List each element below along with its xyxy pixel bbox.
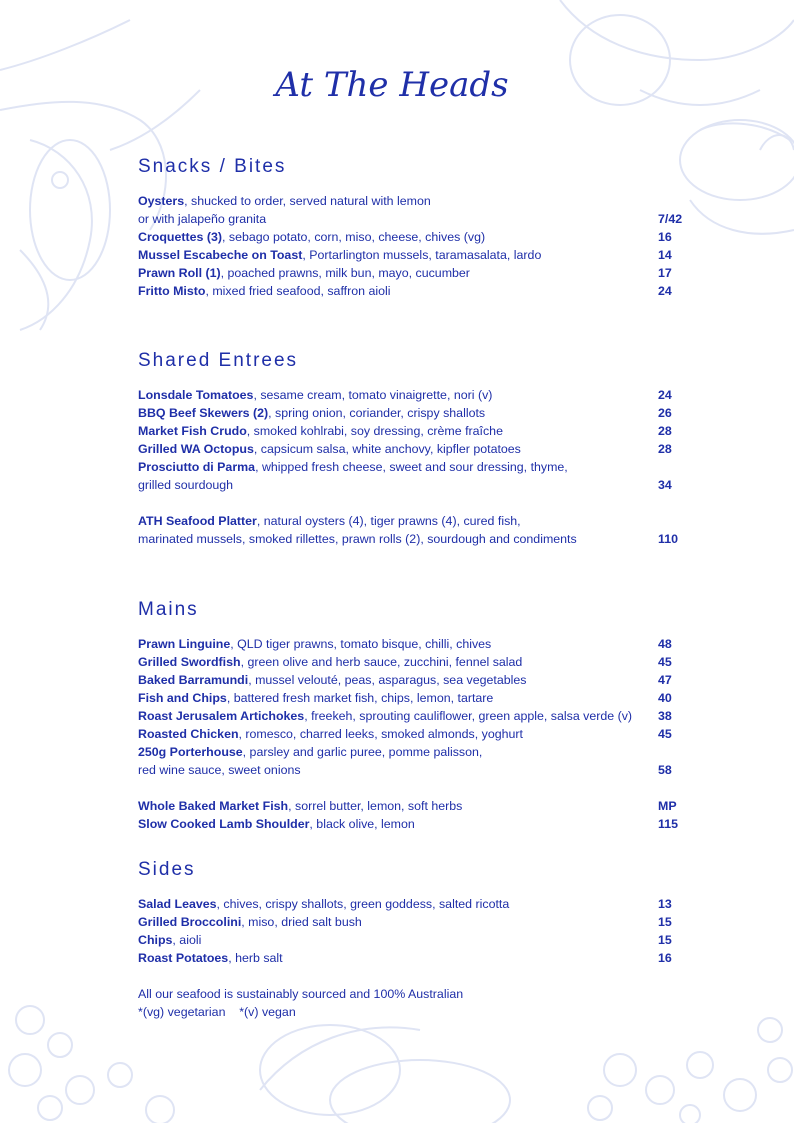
menu-item-list xyxy=(138,895,698,967)
menu-item xyxy=(138,913,698,931)
menu-item-details: , romesco, charred leeks, smoked almonds, yoghurt xyxy=(238,727,523,741)
menu-item-description xyxy=(138,422,643,440)
menu-item-details: , sorrel butter, lemon, soft herbs xyxy=(288,799,463,813)
menu-item-name: Salad Leaves xyxy=(138,897,217,911)
menu-item-details: , sesame cream, tomato vinaigrette, nori (v) xyxy=(253,388,493,402)
menu-item-price: 15 xyxy=(658,933,672,947)
menu-item xyxy=(138,895,698,913)
menu-item-details: , shucked to order, served natural with lemon xyxy=(184,194,431,208)
section-mains xyxy=(138,599,698,833)
menu-item-name: Lonsdale Tomatoes xyxy=(138,388,254,402)
menu-item-description xyxy=(138,931,643,949)
menu-item-description xyxy=(138,404,643,422)
menu-item-price: 24 xyxy=(658,388,672,402)
menu-item-name: Roast Jerusalem Artichokes xyxy=(138,709,305,723)
menu-item-name: ATH Seafood Platter xyxy=(138,514,257,528)
brand-logo xyxy=(275,46,509,118)
menu-item-name: Market Fish Crudo xyxy=(138,424,247,438)
menu-item-details: , capsicum salsa, white anchovy, kipfler potatoes xyxy=(253,442,521,456)
menu-item-details: , spring onion, coriander, crispy shallots xyxy=(268,406,486,420)
menu-item-name: Slow Cooked Lamb Shoulder xyxy=(138,817,310,831)
section-snacks xyxy=(138,156,698,300)
menu-item xyxy=(138,797,698,815)
menu-item-description xyxy=(138,671,643,689)
menu-item-description xyxy=(138,895,643,913)
menu-item-list xyxy=(138,635,698,833)
menu-item-description xyxy=(138,949,643,967)
menu-item-price: 7/42 xyxy=(658,212,683,226)
section-shared-entrees xyxy=(138,350,698,548)
menu-item-details-continued: grilled sourdough xyxy=(138,478,234,492)
menu-item xyxy=(138,689,698,707)
menu-item xyxy=(138,671,698,689)
menu-item-price: 13 xyxy=(658,897,672,911)
menu-item-price: 17 xyxy=(658,266,672,280)
dietary-legend: *(vg) vegetarian *(v) vegan xyxy=(138,1005,296,1019)
menu-item xyxy=(138,440,698,458)
menu-item-name: Prawn Roll (1) xyxy=(138,266,221,280)
menu-item-price: 28 xyxy=(658,424,672,438)
menu-item xyxy=(138,949,698,967)
menu-item-price: 24 xyxy=(658,284,672,298)
menu-item-price: 40 xyxy=(658,691,672,705)
menu-item-description xyxy=(138,689,643,707)
menu-item-description xyxy=(138,653,643,671)
menu-item-details: , poached prawns, milk bun, mayo, cucumber xyxy=(220,266,470,280)
menu-item-name: Prosciutto di Parma xyxy=(138,460,256,474)
menu-item-name: Baked Barramundi xyxy=(138,673,249,687)
section-title: Sides xyxy=(138,859,196,880)
menu-item-details: , miso, dried salt bush xyxy=(241,915,362,929)
menu-item-details: , parsley and garlic puree, pomme palisson, xyxy=(242,745,483,759)
menu-item-description xyxy=(138,707,643,725)
menu-item xyxy=(138,653,698,671)
menu-item-price: MP xyxy=(658,799,677,813)
section-title: Snacks / Bites xyxy=(138,156,287,177)
menu-item-name: Whole Baked Market Fish xyxy=(138,799,289,813)
menu-item-price: 47 xyxy=(658,673,672,687)
menu-item xyxy=(138,512,698,548)
menu-item-details: , battered fresh market fish, chips, lemon, tartare xyxy=(226,691,494,705)
menu-item-name: 250g Porterhouse xyxy=(138,745,243,759)
menu-item-description xyxy=(138,264,643,282)
menu-item-description xyxy=(138,635,643,653)
menu-item xyxy=(138,192,698,228)
menu-item xyxy=(138,815,698,833)
menu-item-description xyxy=(138,797,643,815)
menu-item-price: 48 xyxy=(658,637,672,651)
section-title: Mains xyxy=(138,599,199,620)
menu-item-list xyxy=(138,386,698,548)
section-sides xyxy=(138,859,698,967)
menu-item-details-continued: red wine sauce, sweet onions xyxy=(138,763,301,777)
menu-item-details: , herb salt xyxy=(228,951,283,965)
menu-item-name: Croquettes (3) xyxy=(138,230,222,244)
menu-item-name: Grilled WA Octopus xyxy=(138,442,254,456)
menu-item-price: 26 xyxy=(658,406,672,420)
menu-item xyxy=(138,931,698,949)
brand-logo-script xyxy=(275,46,509,118)
menu-item-details: , aioli xyxy=(172,933,202,947)
menu-item-description xyxy=(138,815,643,833)
menu-item-price: 115 xyxy=(658,817,678,831)
menu-item xyxy=(138,228,698,246)
menu-item-details: , green olive and herb sauce, zucchini, fennel salad xyxy=(240,655,523,669)
menu-item-description xyxy=(138,440,643,458)
menu-item-description xyxy=(138,743,643,779)
menu-item-details-continued: marinated mussels, smoked rillettes, prawn rolls (2), sourdough and condiments xyxy=(138,532,577,546)
menu-item xyxy=(138,282,698,300)
menu-item-name: Oysters xyxy=(138,194,185,208)
menu-item-name: Grilled Broccolini xyxy=(138,915,242,929)
menu-item-name: BBQ Beef Skewers (2) xyxy=(138,406,269,420)
menu-item-price: 14 xyxy=(658,248,672,262)
menu-item xyxy=(138,422,698,440)
menu-item-name: Fish and Chips xyxy=(138,691,227,705)
menu-item-name: Roasted Chicken xyxy=(138,727,239,741)
menu-item-description xyxy=(138,913,643,931)
menu-item-description xyxy=(138,386,643,404)
menu-item-price: 16 xyxy=(658,230,672,244)
menu-item-details: , smoked kohlrabi, soy dressing, crème fraîche xyxy=(246,424,503,438)
menu-item-description xyxy=(138,246,643,264)
menu-item-details: , whipped fresh cheese, sweet and sour dressing, thyme, xyxy=(255,460,568,474)
menu-item-description xyxy=(138,458,643,494)
menu-item-details: , natural oysters (4), tiger prawns (4), cured fish, xyxy=(256,514,521,528)
menu-item-price: 58 xyxy=(658,763,672,777)
menu-item-name: Chips xyxy=(138,933,173,947)
menu-item xyxy=(138,404,698,422)
menu-item xyxy=(138,246,698,264)
menu-item-description xyxy=(138,725,643,743)
menu-item-details: , mixed fried seafood, saffron aioli xyxy=(205,284,391,298)
menu-item-price: 45 xyxy=(658,727,672,741)
menu-item-description xyxy=(138,512,643,548)
menu-item-description xyxy=(138,228,643,246)
menu-item-details: , chives, crispy shallots, green goddess, salted ricotta xyxy=(216,897,510,911)
menu-item-price: 16 xyxy=(658,951,672,965)
section-title: Shared Entrees xyxy=(138,350,299,371)
menu-item xyxy=(138,264,698,282)
menu-item-price: 15 xyxy=(658,915,672,929)
menu-item-name: Mussel Escabeche on Toast xyxy=(138,248,303,262)
menu-item-details: , Portarlington mussels, taramasalata, lardo xyxy=(302,248,542,262)
menu-item-details: , black olive, lemon xyxy=(309,817,415,831)
menu-item-list xyxy=(138,192,698,300)
menu-item-description xyxy=(138,192,643,228)
menu-item xyxy=(138,725,698,743)
menu-item xyxy=(138,743,698,779)
menu-item-price: 38 xyxy=(658,709,672,723)
item-spacer xyxy=(138,494,698,512)
menu-item-price: 110 xyxy=(658,532,678,546)
menu-item xyxy=(138,386,698,404)
menu-item xyxy=(138,707,698,725)
menu-item-description xyxy=(138,282,643,300)
menu-item-name: Fritto Misto xyxy=(138,284,206,298)
menu-item-details: , sebago potato, corn, miso, cheese, chives (vg) xyxy=(222,230,486,244)
menu-item-price: 28 xyxy=(658,442,672,456)
menu-item-price: 34 xyxy=(658,478,672,492)
menu-item-details: , freekeh, sprouting cauliflower, green apple, salsa verde (v) xyxy=(304,709,633,723)
sourcing-note: All our seafood is sustainably sourced and 100% Australian xyxy=(138,987,464,1001)
menu-footnote xyxy=(138,985,463,1021)
menu-item-name: Grilled Swordfish xyxy=(138,655,241,669)
menu-item-name: Prawn Linguine xyxy=(138,637,231,651)
item-spacer xyxy=(138,779,698,797)
menu-item-details-continued: or with jalapeño granita xyxy=(138,212,267,226)
menu-item-details: , mussel velouté, peas, asparagus, sea vegetables xyxy=(248,673,527,687)
menu-item xyxy=(138,635,698,653)
menu-item xyxy=(138,458,698,494)
menu-item-name: Roast Potatoes xyxy=(138,951,229,965)
menu-item-price: 45 xyxy=(658,655,672,669)
menu-item-details: , QLD tiger prawns, tomato bisque, chilli, chives xyxy=(230,637,492,651)
brand-logo-text: At The Heads xyxy=(275,65,509,105)
